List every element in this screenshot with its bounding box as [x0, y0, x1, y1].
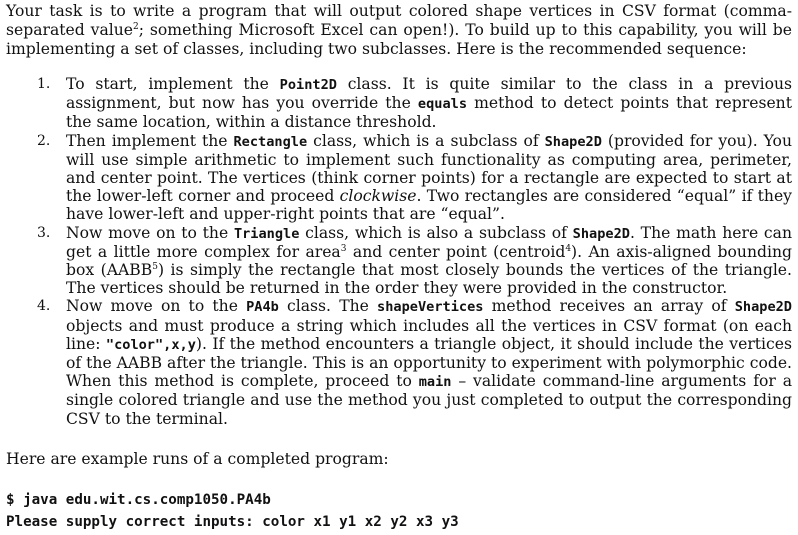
footnote-ref-5: 5: [152, 261, 158, 272]
step-text: class. The: [278, 297, 378, 316]
terminal-output: [6, 489, 792, 533]
code-shape2d: Shape2D: [544, 133, 602, 150]
step-1: [6, 75, 792, 132]
step-text: and center point (centroid: [346, 242, 566, 261]
assignment-document: [6, 2, 792, 533]
step-text: class, which is a subclass of: [307, 131, 545, 150]
intro-text-2: ; something Microsoft Excel can open!). To build up to this capability, you will be implementing a set of classes, including two subclasses. Here is the recommended sequence:: [6, 21, 793, 58]
step-text: class. It is quite similar to the class in a previous assignment, but now has you override the: [66, 75, 793, 113]
step-text: To start, implement the: [66, 75, 280, 93]
step-number: 1.: [37, 76, 51, 92]
code-shape2d: Shape2D: [572, 225, 630, 242]
step-text: Then implement the: [66, 131, 234, 150]
intro-text-1: Your task is to write a program that will output colored shape vertices in CSV format (comma-separated value: [6, 2, 792, 39]
footnote-ref-4: 4: [565, 243, 572, 254]
code-shapevertices: shapeVertices: [377, 299, 484, 316]
step-text: ). If the method encounters a triangle object, it should include the vertices of the AABB after the triangle. This is an opportunity to experiment with polymorphic code. When this method is complete, proceed to: [66, 334, 792, 391]
step-text: . Two rectangles are considered “equal” if they have lower-left and upper-right points that are “equal”.: [66, 187, 792, 224]
step-text: ) is simply the rectangle that most closely bounds the vertices of the triangle. The vertices should be returned in the order they were provided in the constructor.: [66, 261, 792, 298]
examples-heading: Here are example runs of a completed program:: [6, 449, 389, 468]
footnote-ref-2: 2: [133, 21, 139, 32]
step-4: [6, 297, 792, 427]
code-main: main: [418, 374, 452, 391]
step-text: Now move on to the: [66, 223, 234, 242]
step-3: [6, 224, 792, 298]
code-rectangle: Rectangle: [233, 133, 308, 150]
step-text: (provided for you). You will use simple arithmetic to implement such functionality as computing area, perimeter, and center point. The vertices (think corner points) for a rectangle are expected to start at the lower-left corner and proceed: [66, 131, 792, 206]
step-number: 3.: [37, 224, 51, 241]
step-number: 4.: [37, 298, 51, 315]
code-triangle: Triangle: [233, 225, 300, 242]
steps-list: [6, 75, 792, 428]
code-shape2d: Shape2D: [734, 299, 792, 316]
step-text: ). An axis-aligned bounding box (AABB: [66, 242, 792, 280]
emphasis-clockwise: clockwise: [339, 187, 417, 206]
step-text: method receives an array of: [483, 297, 735, 316]
code-equals: equals: [417, 96, 468, 113]
step-2: [6, 132, 792, 224]
step-text: method to detect points that represent the same location, within a distance threshold.: [66, 94, 792, 132]
step-number: 2.: [37, 132, 51, 149]
terminal-output-line: Please supply correct inputs: color x1 y1 x2 y2 x3 y3: [6, 513, 459, 530]
code-csv-format: "color",x,y: [105, 336, 196, 353]
step-text: – validate command-line arguments for a single colored triangle and use the method you just completed to output the corresponding CSV to the terminal.: [66, 372, 792, 428]
code-point2d: Point2D: [279, 77, 337, 93]
footnote-ref-3: 3: [340, 243, 347, 254]
step-text: objects and must produce a string which includes all the vertices in CSV format (on each line:: [66, 316, 792, 353]
step-text: Now move on to the: [66, 297, 247, 316]
intro-paragraph: [6, 2, 792, 59]
terminal-command-line: $ java edu.wit.cs.comp1050.PA4b: [6, 491, 271, 508]
code-pa4b: PA4b: [246, 299, 279, 316]
step-text: . The math here can get a little more complex for area: [66, 223, 792, 261]
step-text: class, which is also a subclass of: [299, 223, 573, 242]
